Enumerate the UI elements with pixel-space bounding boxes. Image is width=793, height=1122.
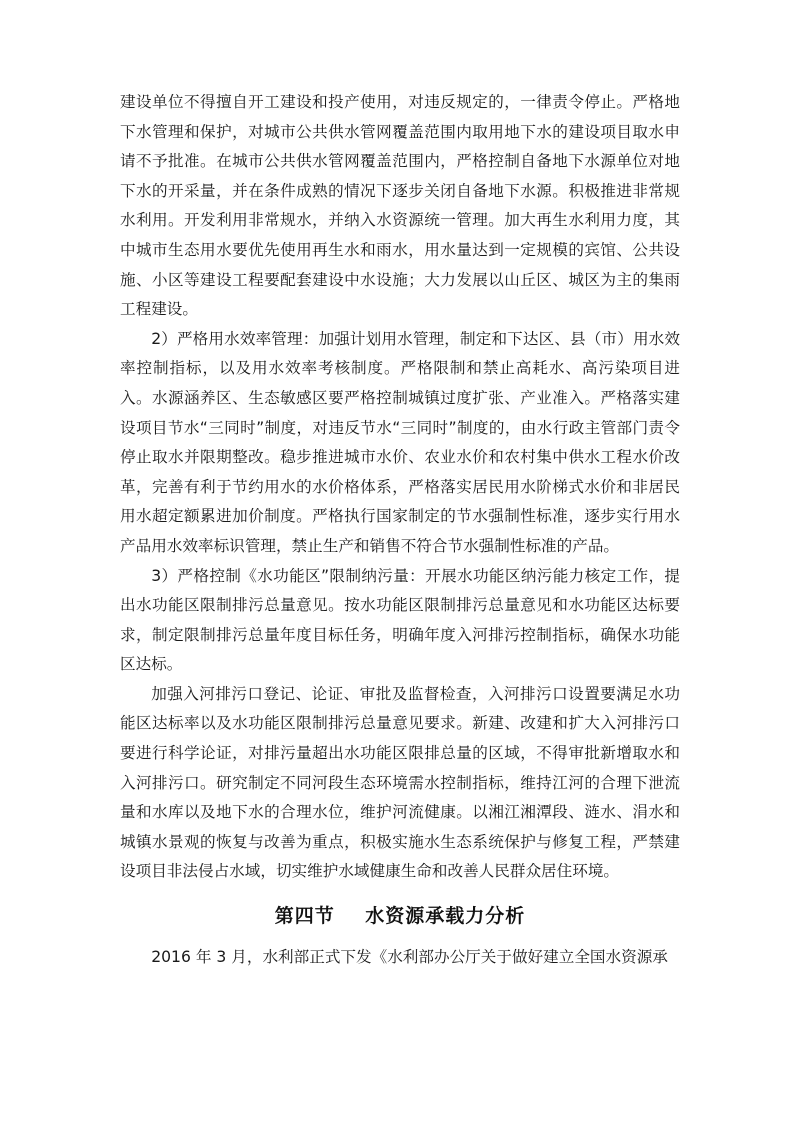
paragraph-sewage-outlet: 加强入河排污口登记、论证、审批及监督检查，入河排污口设置要满足水功能区达标率以及水功能区限制排污总量意见要求。新建、改建和扩大入河排污口要进行科学论证，对排污量超出水功能区限排总量的区域，不得审批新增取水和入河排污口。研究制定不同河段生态环境需水控制指标，维持江河的合理下泄流量和水库以及地下水的合理水位，维护河流健康。以湘江湘潭段、涟水、涓水和城镇水景观的恢复与改善为重点，积极实施水生态系统保护与修复工程，严禁建设项目非法侵占水域，切实维护水域健康生命和改善人民群众居住环境。 (120, 684, 680, 881)
section-number: 第四节 (274, 905, 335, 928)
paragraph-carrying-capacity: 2016 年 3 月，水利部正式下发《水利部办公厅关于做好建立全国水资源承 (151, 948, 668, 967)
section-heading (120, 901, 680, 931)
paragraph-water-efficiency: 2）严格用水效率管理：加强计划用水管理，制定和下达区、县（市）用水效率控制指标，以及用水效率考核制度。严格限制和禁止高耗水、高污染项目进入。水源涵养区、生态敏感区要严格控制城镇过度扩张、产业准入。严格落实建设项目节水“三同时”制度，对违反节水“三同时”制度的，由水行政主管部门责令停止取水并限期整改。稳步推进城市水价、农业水价和农村集中供水工程水价改革，完善有利于节约用水的水价格体系，严格落实居民用水阶梯式水价和非居民用水超定额累进加价制度。严格执行国家制定的节水强制性标准，逐步实行用水产品用水效率标识管理，禁止生产和销售不符合节水强制性标准的产品。 (120, 329, 680, 555)
section-title: 水资源承载力分析 (365, 905, 526, 928)
paragraph-groundwater: 建设单位不得擅自开工建设和投产使用，对违反规定的，一律责令停止。严格地下水管理和保护，对城市公共供水管网覆盖范围内取用地下水的建设项目取水申请不予批准。在城市公共供水管网覆盖范围内，严格控制自备地下水源单位对地下水的开采量，并在条件成熟的情况下逐步关闭自备地下水源。积极推进非常规水利用。开发利用非常规水，并纳入水资源统一管理。加大再生水利用力度，其中城市生态用水要优先使用再生水和雨水，用水量达到一定规模的宾馆、公共设施、小区等建设工程要配套建设中水设施；大力发展以山丘区、城区为主的集雨工程建设。 (120, 93, 680, 319)
document-body (120, 88, 680, 973)
paragraph-pollution-limit: 3）严格控制《水功能区”限制纳污量：开展水功能区纳污能力核定工作，提出水功能区限制排污总量意见。按水功能区限制排污总量意见和水功能区达标要求，制定限制排污总量年度目标任务，明确年度入河排污控制指标，确保水功能区达标。 (120, 566, 680, 674)
